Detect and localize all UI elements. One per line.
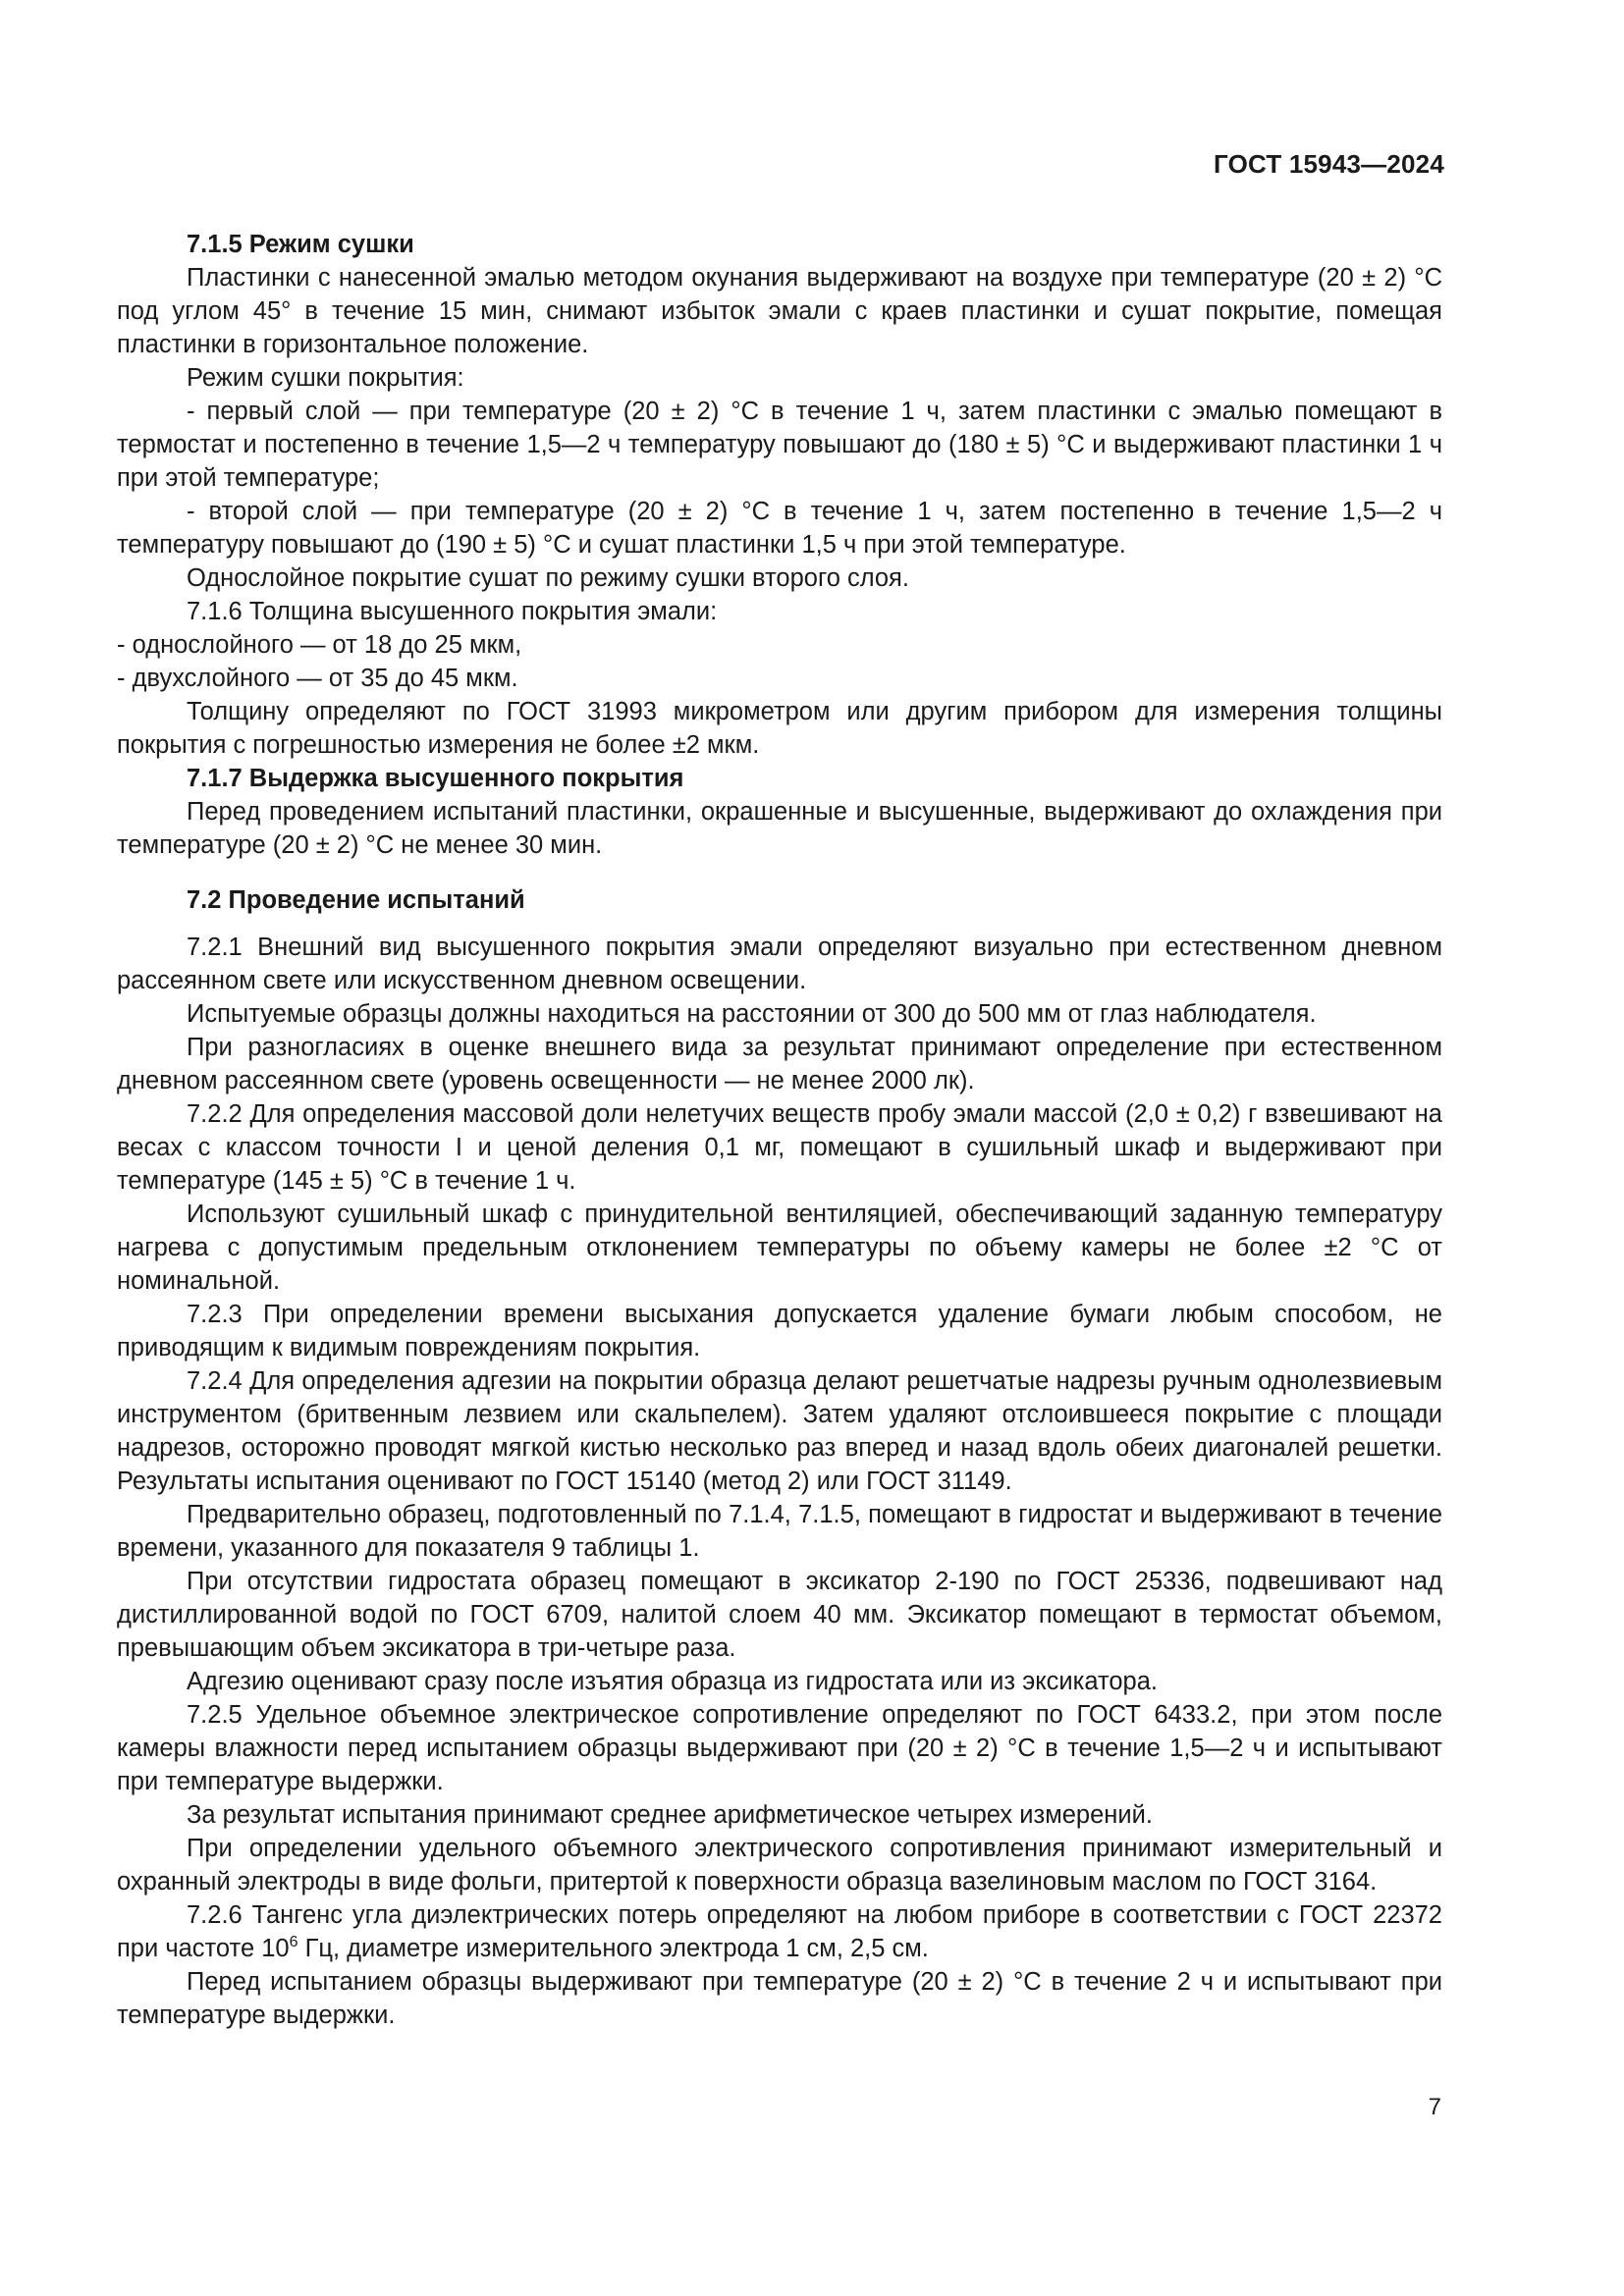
list-item: - однослойного — от 18 до 25 мкм,	[117, 631, 522, 659]
paragraph: Режим сушки покрытия:	[187, 364, 464, 392]
section-heading-7-1-5: 7.1.5 Режим сушки	[187, 231, 414, 258]
section-heading-7-1-7: 7.1.7 Выдержка высушенного покрытия	[187, 765, 684, 792]
paragraph: При разногласиях в оценке внешнего вида за результат принимают определение при естественном дневном рассеянном свете (уровень освещенности — не менее 2000 лк).	[117, 1034, 1442, 1095]
paragraph-7-2-5: 7.2.5 Удельное объемное электрическое сопротивление определяют по ГОСТ 6433.2, при этом после камеры влажности перед испытанием образцы выдерживают при (20 ± 2) °С в течение 1,5—2 ч и испытывают при температуре выдержки.	[117, 1701, 1442, 1795]
paragraph-7-2-1: 7.2.1 Внешний вид высушенного покрытия эмали определяют визуально при естественном дневном рассеянном свете или искусственном дневном освещении.	[117, 934, 1442, 994]
superscript-exponent: 6	[289, 1934, 298, 1950]
section-heading-7-2: 7.2 Проведение испытаний	[187, 886, 525, 914]
paragraph: Однослойное покрытие сушат по режиму сушки второго слоя.	[187, 564, 909, 592]
paragraph-7-1-6: 7.1.6 Толщина высушенного покрытия эмали:	[187, 598, 718, 625]
page-number: 7	[1428, 2094, 1441, 2120]
paragraph: При отсутствии гидростата образец помещают в эксикатор 2-190 по ГОСТ 25336, подвешивают над дистиллированной водой по ГОСТ 6709, налитой слоем 40 мм. Эксикатор помещают в термостат объемом, превышающим объем эксикатора в три-четыре раза.	[117, 1568, 1442, 1662]
paragraph: Толщину определяют по ГОСТ 31993 микрометром или другим прибором для измерения толщины покрытия с погрешностью измерения не более ±2 мкм.	[117, 698, 1442, 759]
paragraph: Используют сушильный шкаф с принудительной вентиляцией, обеспечивающий заданную температуру нагрева с допустимым предельным отклонением температуры по объему камеры не более ±2 °С от номинальной.	[117, 1201, 1442, 1295]
paragraph: Пластинки с нанесенной эмалью методом окунания выдерживают на воздухе при температуре (20 ± 2) °С под углом 45° в течение 15 мин, снимают избыток эмали с краев пластинки и сушат покрытие, помещая пластинки в горизонтальное положение.	[117, 264, 1442, 358]
list-item: - двухслойного — от 35 до 45 мкм.	[117, 665, 518, 692]
paragraph: Перед проведением испытаний пластинки, окрашенные и высушенные, выдерживают до охлаждения при температуре (20 ± 2) °С не менее 30 мин.	[117, 798, 1442, 859]
paragraph: Испытуемые образцы должны находиться на расстоянии от 300 до 500 мм от глаз наблюдателя.	[187, 1000, 1317, 1028]
paragraph-7-2-3: 7.2.3 При определении времени высыхания допускается удаление бумаги любым способом, не приводящим к видимым повреждениям покрытия.	[117, 1301, 1442, 1362]
list-item: - первый слой — при температуре (20 ± 2) °С в течение 1 ч, затем пластинки с эмалью помещают в термостат и постепенно в течение 1,5—2 ч температуру повышают до (180 ± 5) °С и выдерживают пластинки 1 ч при этой температуре;	[117, 398, 1442, 492]
paragraph-7-2-6	[117, 1898, 1442, 1965]
paragraph: За результат испытания принимают среднее арифметическое четырех измерений.	[187, 1801, 1153, 1829]
paragraph-7-2-2: 7.2.2 Для определения массовой доли нелетучих веществ пробу эмали массой (2,0 ± 0,2) г взвешивают на весах с классом точности I и ценой деления 0,1 мг, помещают в сушильный шкаф и выдерживают при температуре (145 ± 5) °С в течение 1 ч.	[117, 1100, 1442, 1195]
text-run: Гц, диаметре измерительного электрода 1 см, 2,5 см.	[298, 1935, 929, 1962]
text-run: 7.2.6 Тангенс угла диэлектрических потерь определяют на любом приборе в соответствии с ГОСТ 22372 при частоте 10	[117, 1901, 1442, 1962]
paragraph: Перед испытанием образцы выдерживают при температуре (20 ± 2) °С в течение 2 ч и испытывают при температуре выдержки.	[117, 1968, 1442, 2029]
document-body	[117, 228, 1442, 2032]
paragraph: Адгезию оценивают сразу после изъятия образца из гидростата или из эксикатора.	[187, 1668, 1159, 1695]
list-item: - второй слой — при температуре (20 ± 2) °С в течение 1 ч, затем постепенно в течение 1,5—2 ч температуру повышают до (190 ± 5) °С и сушат пластинки 1,5 ч при этой температуре.	[117, 498, 1442, 559]
paragraph: Предварительно образец, подготовленный по 7.1.4, 7.1.5, помещают в гидростат и выдерживают в течение времени, указанного для показателя 9 таблицы 1.	[117, 1501, 1442, 1562]
paragraph: При определении удельного объемного электрического сопротивления принимают измерительный и охранный электроды в виде фольги, притертой к поверхности образца вазелиновым маслом по ГОСТ 3164.	[117, 1835, 1442, 1896]
paragraph-7-2-4: 7.2.4 Для определения адгезии на покрытии образца делают решетчатые надрезы ручным однолезвиевым инструментом (бритвенным лезвием или скальпелем). Затем удаляют отслоившееся покрытие с площади надрезов, осторожно проводят мягкой кистью несколько раз вперед и назад вдоль обеих диагоналей решетки. Результаты испытания оценивают по ГОСТ 15140 (метод 2) или ГОСТ 31149.	[117, 1367, 1442, 1495]
document-code-header: ГОСТ 15943—2024	[1214, 149, 1444, 179]
